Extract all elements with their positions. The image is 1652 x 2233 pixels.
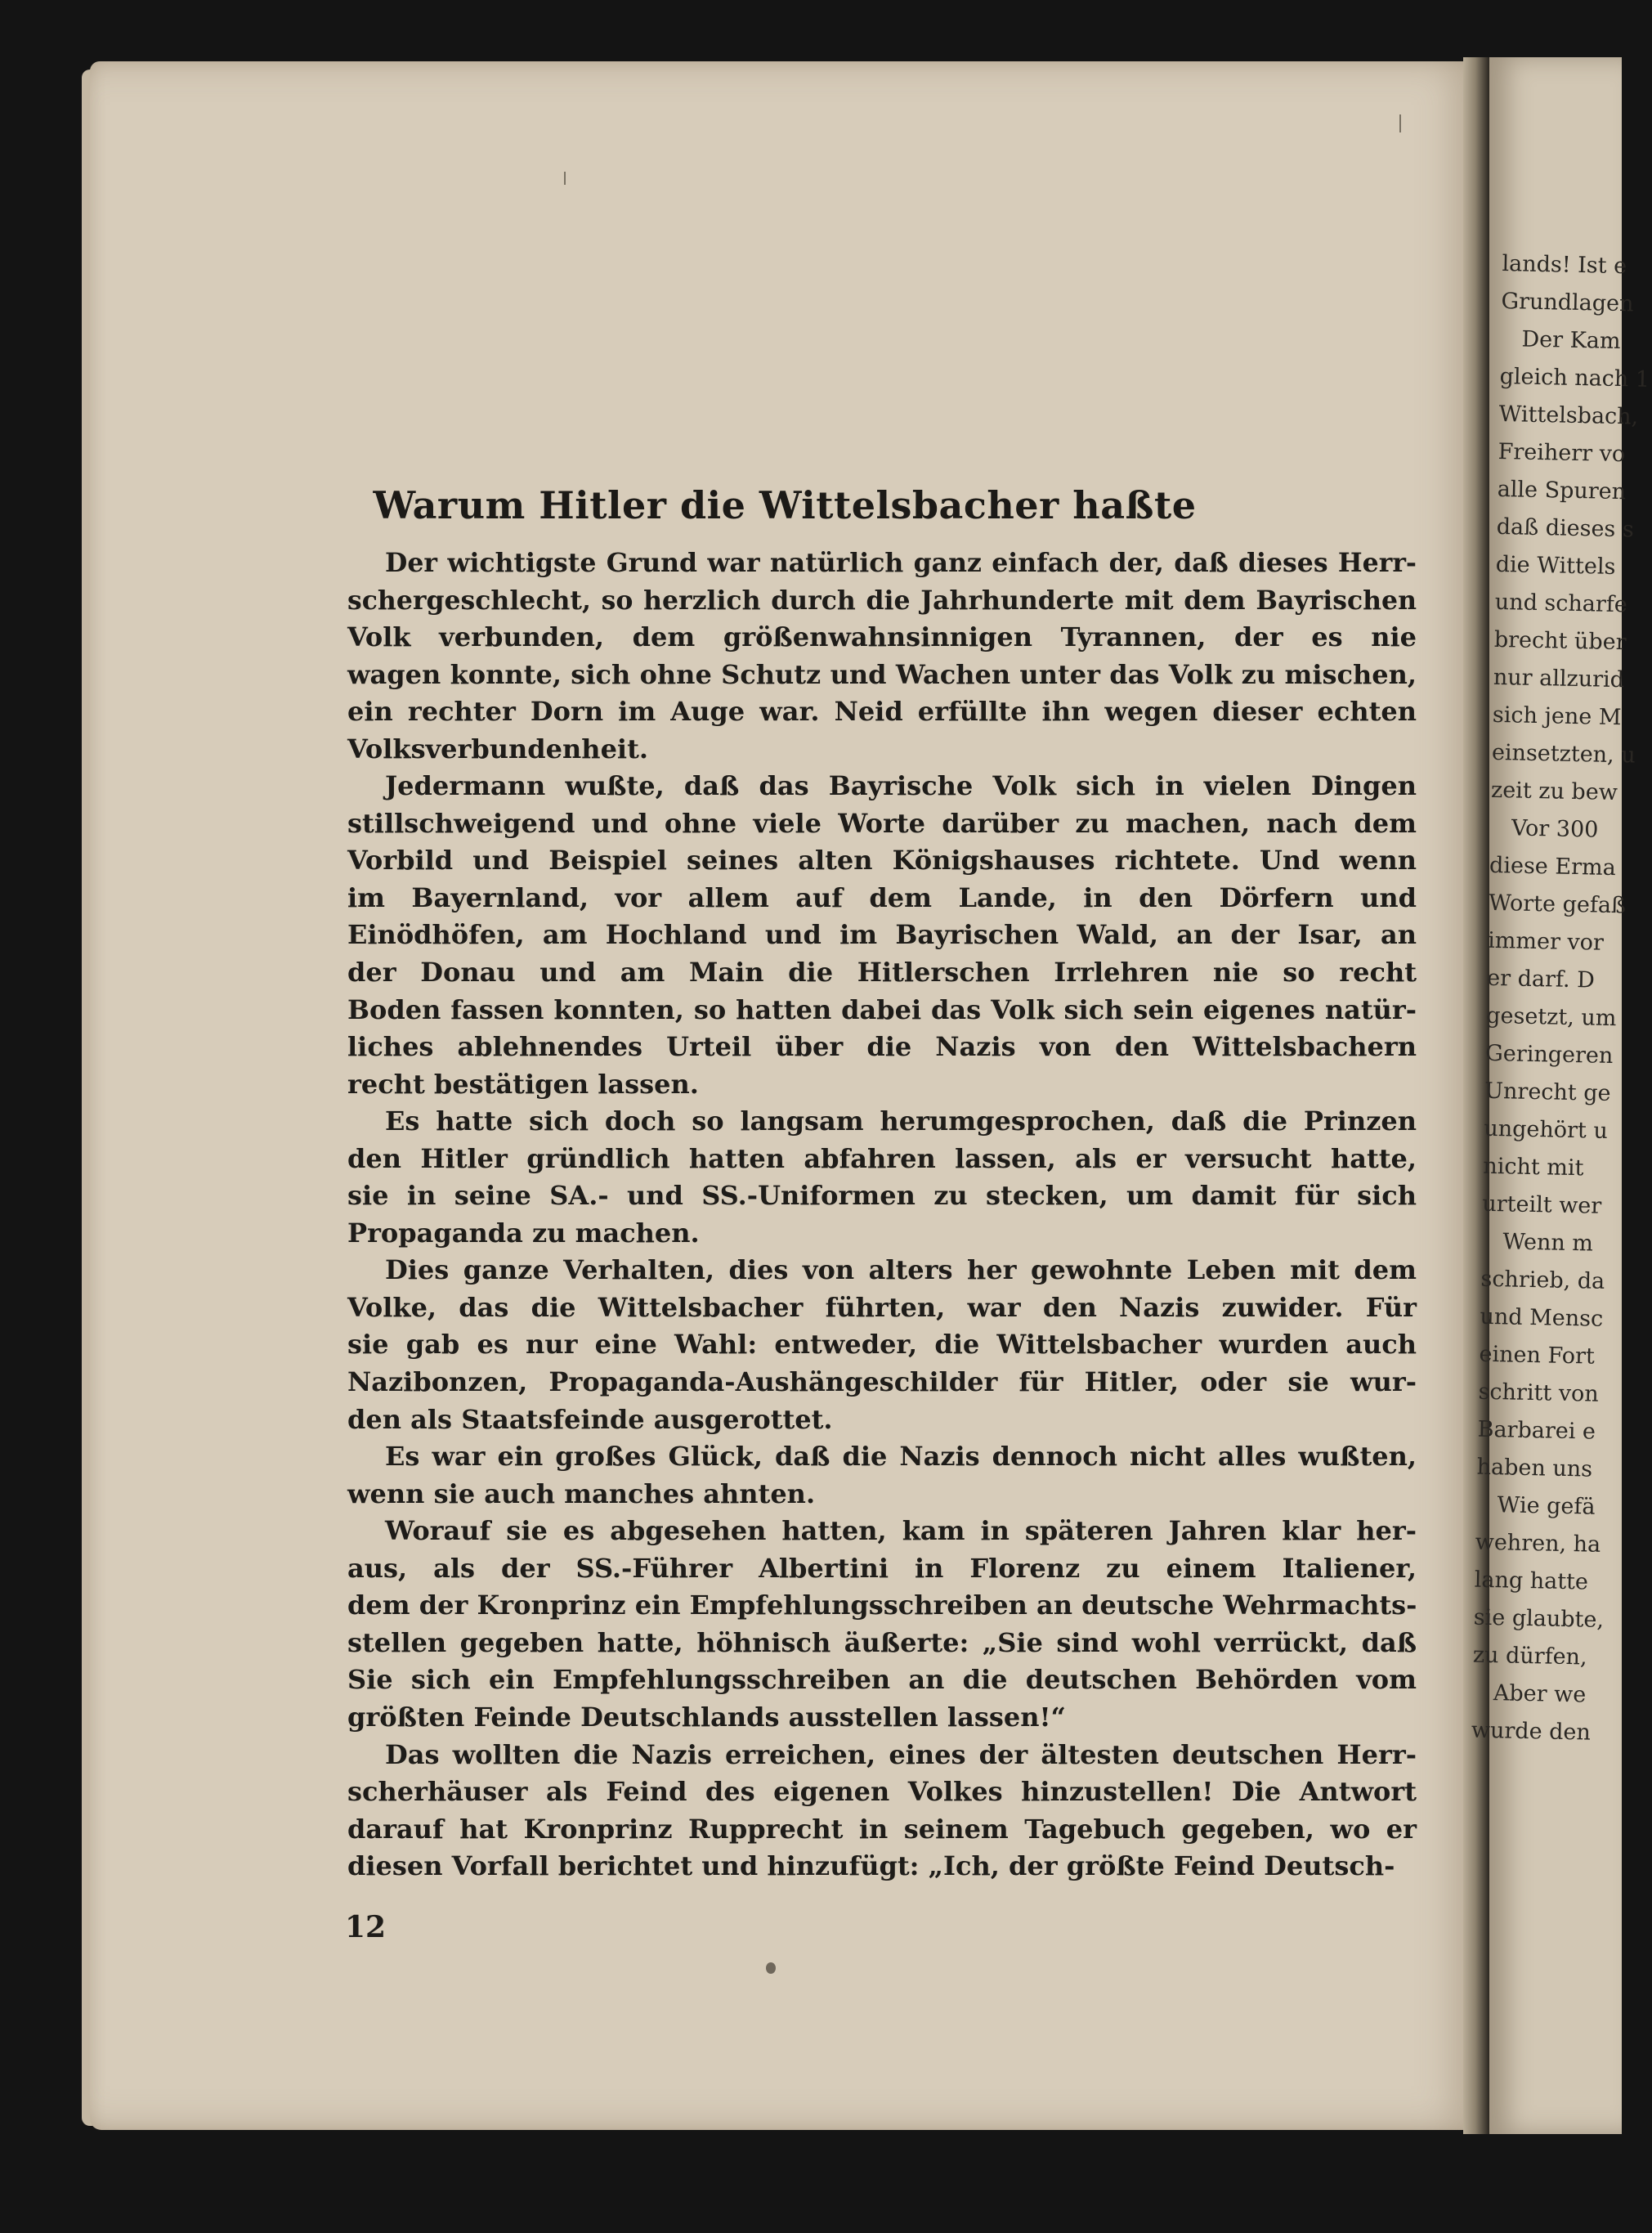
text-line: ein rechter Dorn im Auge war. Neid erfüllte ihn wegen dieser echten [347,696,1417,728]
text-line: stillschweigend und ohne viele Worte darüber zu machen, nach dem [347,807,1417,839]
facing-text-line: Freiherr vo [1498,438,1626,468]
text-line: Worauf sie es abgesehen hatten, kam in späteren Jahren klar her- [385,1515,1417,1547]
text-line: Dies ganze Verhalten, dies von alters her gewohnte Leben mit dem [385,1254,1417,1286]
text-line: größten Feinde Deutschlands ausstellen lassen!“ [347,1701,1066,1733]
text-line: Volksverbundenheit. [347,733,648,765]
text-line: darauf hat Kronprinz Rupprecht in seinem Tagebuch gegeben, wo er [347,1813,1417,1845]
text-line: Sie sich ein Empfehlungsschreiben an die deutschen Behörden vom [347,1664,1417,1696]
facing-text-line: Grundlagen [1501,288,1634,317]
paragraph [347,1737,1417,1885]
paper-spot [766,1962,776,1974]
text-line: Volke, das die Wittelsbacher führten, war den Nazis zuwider. Für [347,1291,1417,1323]
text-line: wagen konnte, sich ohne Schutz und Wachen unter das Volk zu mischen, [347,658,1417,690]
paper-mark [564,172,566,185]
text-line: Boden fassen konnten, so hatten dabei das Volk sich sein eigenes natür- [347,993,1417,1025]
text-line: sie gab es nur eine Wahl: entweder, die Wittelsbacher wurden auch [347,1329,1417,1361]
page-number: 12 [345,1910,387,1944]
text-line: den als Staatsfeinde ausgerottet. [347,1403,833,1435]
text-line: der Donau und am Main die Hitlerschen Irrlehren nie so recht [347,957,1417,989]
facing-text-line: Barbarei e [1477,1416,1596,1445]
paragraph [347,1438,1417,1513]
text-line: Nazibonzen, Propaganda-Aushängeschilder für Hitler, oder sie wur- [347,1366,1417,1398]
facing-text-line: diese Erma [1489,852,1617,881]
facing-text-line: Wie gefä [1497,1492,1596,1520]
text-line: aus, als der SS.-Führer Albertini in Florenz zu einem Italiener, [347,1552,1417,1584]
facing-text-line: Worte gefaß [1488,890,1627,919]
facing-text-line: Der Kam [1521,326,1621,355]
text-line: Vorbild und Beispiel seines alten Königshauses richtete. Und wenn [347,845,1417,877]
facing-text-line: zeit zu bew [1490,777,1618,806]
text-line: Volk verbunden, dem größenwahnsinnigen Tyrannen, der es nie [347,621,1417,653]
page-title: Warum Hitler die Wittelsbacher haßte [373,482,1197,527]
text-line: stellen gegeben hatte, höhnisch äußerte: „Sie sind wohl verrückt, daß [347,1626,1417,1658]
text-line: Propaganda zu machen. [347,1217,700,1249]
text-line: Jedermann wußte, daß das Bayrische Volk sich in vielen Dingen [385,770,1417,802]
facing-text-line: Aber we [1493,1680,1587,1708]
text-line: schergeschlecht, so herzlich durch die Jahrhunderte mit dem Bayrischen [347,585,1417,616]
body-text [347,545,1417,1885]
facing-text-line: ungehört u [1484,1115,1609,1144]
paragraph [347,1513,1417,1736]
facing-text-line: gesetzt, um [1485,1002,1617,1032]
facing-text-line: schrieb, da [1480,1266,1605,1294]
facing-text-line: alle Spuren [1497,476,1627,505]
text-line: Das wollten die Nazis erreichen, eines der ältesten deutschen Herr- [385,1738,1417,1770]
facing-text-line: daß dieses s [1496,513,1635,543]
facing-text-line: nicht mit [1483,1153,1584,1182]
text-line: den Hitler gründlich hatten abfahren lassen, als er versucht hatte, [347,1142,1417,1174]
facing-text-line: zu dürfen, [1472,1642,1587,1670]
paragraph [347,1252,1417,1438]
text-line: sie in seine SA.- und SS.-Uniformen zu stecken, um damit für sich [347,1180,1417,1212]
facing-text-line: sie glaubte, [1473,1604,1605,1633]
text-line: dem der Kronprinz ein Empfehlungsschreiben an deutsche Wehrmachts- [347,1590,1417,1621]
paragraph [347,768,1417,1103]
facing-text-line: lang hatte [1474,1567,1589,1595]
facing-text-line: und scharfe [1494,589,1628,618]
facing-text-line: Geringeren [1484,1040,1614,1069]
facing-text-line: Vor 300 [1511,815,1599,843]
facing-text-line: wehren, ha [1475,1529,1601,1558]
text-line: diesen Vorfall berichtet und hinzufügt: „Ich, der größte Feind Deutsch- [347,1850,1395,1882]
facing-text-line: und Mensc [1480,1303,1604,1332]
facing-text-line: Unrecht ge [1484,1078,1611,1107]
text-line: Einödhöfen, am Hochland und im Bayrischen Wald, an der Isar, an [347,919,1417,951]
facing-text-line: brecht über [1493,626,1627,656]
facing-text-line: wurde den [1471,1717,1592,1746]
text-line: scherhäuser als Feind des eigenen Volkes hinzustellen! Die Antwort [347,1776,1417,1808]
paragraph [347,1103,1417,1252]
paper-mark [1399,114,1401,132]
facing-text-line: immer vor [1487,927,1605,956]
text-line: wenn sie auch manches ahnten. [347,1477,816,1509]
facing-text-line: gleich nach 1 [1499,363,1650,392]
facing-text-line: sich jene M [1492,702,1622,731]
text-line: recht bestätigen lassen. [347,1068,699,1100]
facing-text-line: lands! Ist e [1502,250,1627,280]
text-line: im Bayernland, vor allem auf dem Lande, in den Dörfern und [347,881,1417,913]
text-line: Der wichtigste Grund war natürlich ganz einfach der, daß dieses Herr- [385,548,1417,578]
facing-text-line: Wenn m [1502,1229,1594,1257]
text-line: Es war ein großes Glück, daß die Nazis dennoch nicht alles wußten, [385,1441,1417,1473]
facing-text-line: haben uns [1476,1454,1593,1482]
facing-text-line: Wittelsbach, [1498,401,1639,430]
facing-text-line: nur allzurid [1493,664,1625,693]
facing-text-line: einsetzten, u [1491,739,1636,769]
facing-text-line: urteilt wer [1482,1190,1602,1219]
facing-text-line: die Wittels [1495,551,1616,580]
facing-text-line: einen Fort [1479,1341,1596,1370]
text-line: Es hatte sich doch so langsam herumgesprochen, daß die Prinzen [385,1105,1417,1137]
paragraph [347,545,1417,768]
facing-text-line: er darf. D [1486,965,1596,993]
facing-text-line: schritt von [1478,1379,1600,1407]
text-line: liches ablehnendes Urteil über die Nazis von den Wittelsbachern [347,1031,1417,1063]
